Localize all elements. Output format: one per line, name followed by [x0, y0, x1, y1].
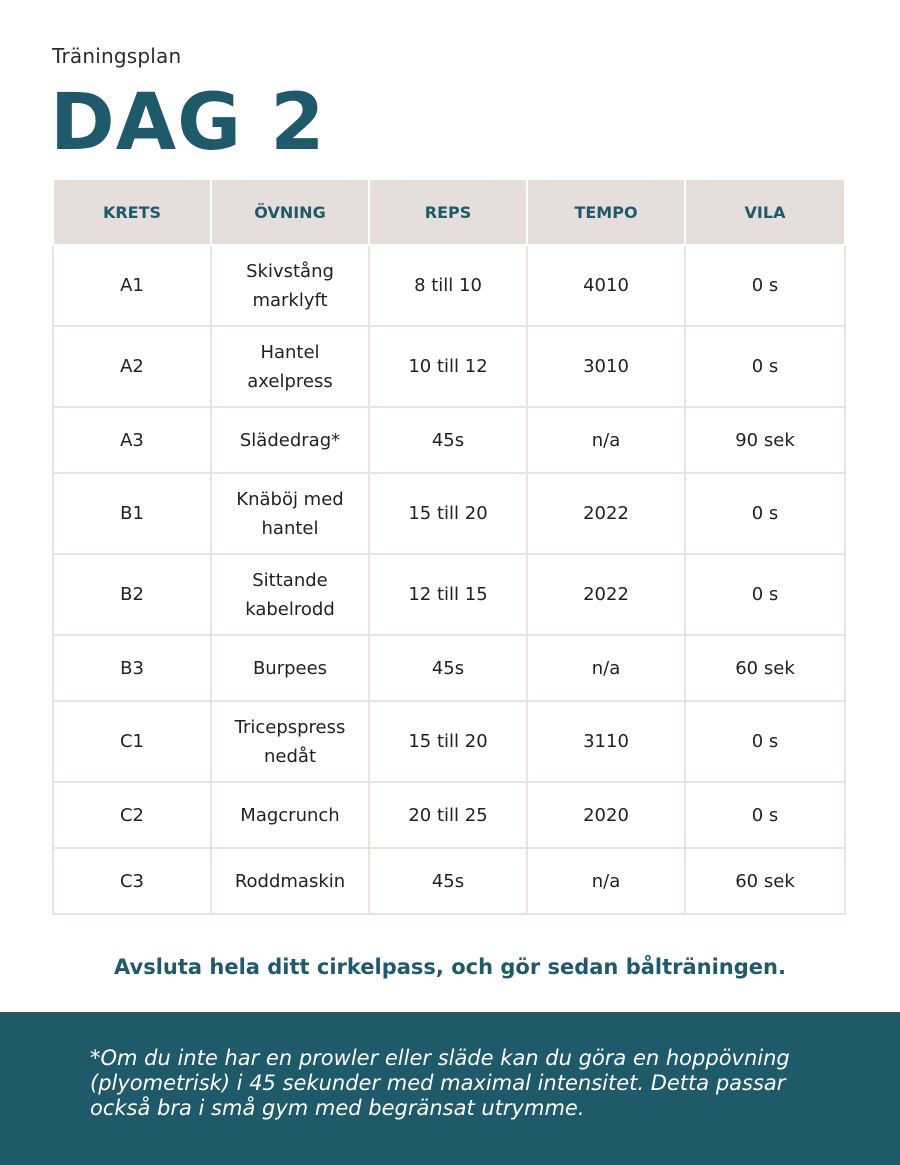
cell-vila: 0 s: [685, 245, 845, 326]
cell-tempo: 2022: [527, 554, 685, 635]
cell-ovning: Skivstång marklyft: [211, 245, 369, 326]
cell-reps: 45s: [369, 635, 527, 701]
table-row: [53, 326, 845, 407]
page-subtitle: Träningsplan: [52, 44, 182, 68]
table-row: [53, 701, 845, 782]
column-header-krets: KRETS: [53, 179, 211, 245]
cell-krets: B1: [53, 473, 211, 554]
cell-reps: 12 till 15: [369, 554, 527, 635]
cell-reps: 15 till 20: [369, 473, 527, 554]
cell-ovning: Burpees: [211, 635, 369, 701]
cell-tempo: 4010: [527, 245, 685, 326]
table-row: [53, 473, 845, 554]
training-table: [52, 178, 846, 915]
table-row: [53, 407, 845, 473]
cell-tempo: 2022: [527, 473, 685, 554]
table-header-row: [53, 179, 845, 245]
cell-ovning: Slädedrag*: [211, 407, 369, 473]
cell-ovning: Roddmaskin: [211, 848, 369, 914]
cell-vila: 60 sek: [685, 848, 845, 914]
table-row: [53, 554, 845, 635]
footnote-banner: [0, 1012, 900, 1165]
cell-ovning: Tricepspress nedåt: [211, 701, 369, 782]
column-header-reps: REPS: [369, 179, 527, 245]
cell-vila: 0 s: [685, 701, 845, 782]
cell-vila: 0 s: [685, 782, 845, 848]
cell-tempo: n/a: [527, 635, 685, 701]
cell-vila: 0 s: [685, 554, 845, 635]
cell-reps: 45s: [369, 848, 527, 914]
cell-reps: 15 till 20: [369, 701, 527, 782]
cell-vila: 90 sek: [685, 407, 845, 473]
cell-reps: 45s: [369, 407, 527, 473]
cell-krets: A2: [53, 326, 211, 407]
table-row: [53, 245, 845, 326]
cell-reps: 8 till 10: [369, 245, 527, 326]
cell-tempo: n/a: [527, 407, 685, 473]
cell-tempo: 2020: [527, 782, 685, 848]
table-row: [53, 848, 845, 914]
table-row: [53, 635, 845, 701]
cell-vila: 0 s: [685, 326, 845, 407]
cell-krets: B2: [53, 554, 211, 635]
cell-tempo: 3010: [527, 326, 685, 407]
cell-vila: 60 sek: [685, 635, 845, 701]
cell-tempo: 3110: [527, 701, 685, 782]
cell-krets: C3: [53, 848, 211, 914]
page-title: DAG 2: [50, 78, 326, 168]
cell-ovning: Sittande kabelrodd: [211, 554, 369, 635]
column-header-vila: VILA: [685, 179, 845, 245]
cell-krets: B3: [53, 635, 211, 701]
cell-ovning: Knäböj med hantel: [211, 473, 369, 554]
cell-krets: A3: [53, 407, 211, 473]
table-row: [53, 782, 845, 848]
cell-reps: 20 till 25: [369, 782, 527, 848]
cell-reps: 10 till 12: [369, 326, 527, 407]
cell-vila: 0 s: [685, 473, 845, 554]
cell-krets: C1: [53, 701, 211, 782]
finish-instruction: Avsluta hela ditt cirkelpass, och gör sedan bålträningen.: [114, 955, 786, 979]
footnote-text: *Om du inte har en prowler eller släde kan du göra en hoppövning (plyometrisk) i 45 sekunder med maximal intensitet. Detta passar också bra i små gym med begränsat utrymme.: [90, 1046, 790, 1120]
cell-tempo: n/a: [527, 848, 685, 914]
column-header-ovning: ÖVNING: [211, 179, 369, 245]
cell-ovning: Magcrunch: [211, 782, 369, 848]
cell-krets: A1: [53, 245, 211, 326]
cell-ovning: Hantel axelpress: [211, 326, 369, 407]
column-header-tempo: TEMPO: [527, 179, 685, 245]
cell-krets: C2: [53, 782, 211, 848]
